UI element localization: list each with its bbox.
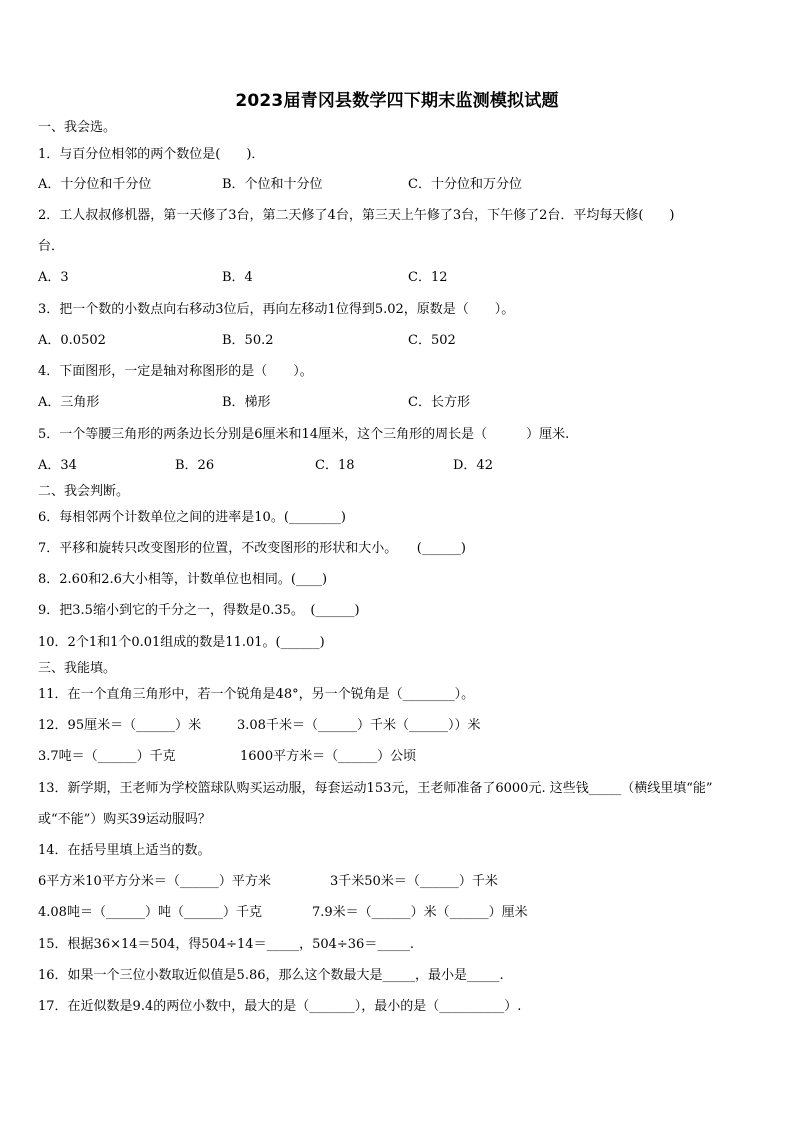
question-14-part3: 4.08吨＝（______）吨（______）千克 <box>38 905 262 920</box>
q3-option-c: C．502 <box>408 333 456 348</box>
section-heading-judge: 二、我会判断。 <box>38 484 130 499</box>
question-12-part2: 3.08千米＝（______）千米（______））米 <box>237 718 481 733</box>
question-10: 10．2个1和1个0.01组成的数是11.01。(______) <box>38 635 325 650</box>
question-16: 16．如果一个三位小数取近似值是5.86，那么这个数最大是_____，最小是_____. <box>38 968 504 983</box>
question-11: 11．在一个直角三角形中，若一个锐角是48°，另一个锐角是（________）。 <box>38 687 475 702</box>
q5-option-b: B．26 <box>175 458 215 473</box>
question-15: 15．根据36×14＝504，得504÷14＝_____，504÷36＝_____. <box>38 937 414 952</box>
q1-option-b: B．个位和十分位 <box>222 177 323 192</box>
q4-option-c: C．长方形 <box>408 395 470 410</box>
q3-option-a: A．0.0502 <box>38 333 106 348</box>
question-2-line1: 2．工人叔叔修机器，第一天修了3台，第二天修了4台，第三天上午修了3台，下午修了2台．平均每天修( ) <box>38 208 675 223</box>
question-12-part4: 1600平方米＝（______）公顷 <box>240 749 417 764</box>
question-14: 14．在括号里填上适当的数。 <box>38 843 211 858</box>
q3-option-b: B．50.2 <box>222 333 274 348</box>
section-heading-fill: 三、我能填。 <box>38 661 117 676</box>
question-2-line2: 台． <box>38 239 65 254</box>
question-12-part1: 12．95厘米＝（______）米 <box>38 718 202 733</box>
q5-option-a: A．34 <box>38 458 77 473</box>
section-heading-choose: 一、我会选。 <box>38 120 117 135</box>
question-9: 9．把3.5缩小到它的千分之一，得数是0.35。 (______) <box>38 603 360 618</box>
question-7: 7．平移和旋转只改变图形的位置，不改变图形的形状和大小。 (______) <box>38 541 466 556</box>
question-14-part1: 6平方米10平方分米＝（______）平方米 <box>38 874 271 889</box>
question-13-line2: 或“不能”）购买39运动服吗？ <box>38 812 211 827</box>
q5-option-c: C．18 <box>315 458 355 473</box>
question-4: 4．下面图形，一定是轴对称图形的是（ ）。 <box>38 364 313 379</box>
q5-option-d: D．42 <box>453 458 493 473</box>
q1-option-a: A．十分位和千分位 <box>38 177 152 192</box>
question-8: 8．2.60和2.6大小相等，计数单位也相同。(____) <box>38 572 328 587</box>
question-14-part2: 3千米50米＝（______）千米 <box>330 874 498 889</box>
q2-option-c: C．12 <box>408 270 448 285</box>
question-3: 3．把一个数的小数点向右移动3位后，再向左移动1位得到5.02，原数是（ ）。 <box>38 302 515 317</box>
q2-option-b: B．4 <box>222 270 253 285</box>
question-6: 6．每相邻两个计数单位之间的进率是10。(________) <box>38 510 346 525</box>
q1-option-c: C．十分位和万分位 <box>408 177 522 192</box>
question-14-part4: 7.9米＝（______）米（______）厘米 <box>312 905 528 920</box>
question-12-part3: 3.7吨＝（______）千克 <box>38 749 176 764</box>
q4-option-b: B．梯形 <box>222 395 271 410</box>
q2-option-a: A．3 <box>38 270 69 285</box>
question-1: 1．与百分位相邻的两个数位是( )． <box>38 147 265 162</box>
question-17: 17．在近似数是9.4的两位小数中，最大的是（_______），最小的是（__________）. <box>38 999 522 1014</box>
page-title: 2023届青冈县数学四下期末监测模拟试题 <box>235 91 559 111</box>
question-13-line1: 13．新学期，王老师为学校篮球队购买运动服，每套运动153元，王老师准备了6000元. 这些钱_____（横线里填“能” <box>38 781 713 796</box>
q4-option-a: A．三角形 <box>38 395 100 410</box>
question-5: 5．一个等腰三角形的两条边长分别是6厘米和14厘米，这个三角形的周长是（ ）厘米. <box>38 427 570 442</box>
